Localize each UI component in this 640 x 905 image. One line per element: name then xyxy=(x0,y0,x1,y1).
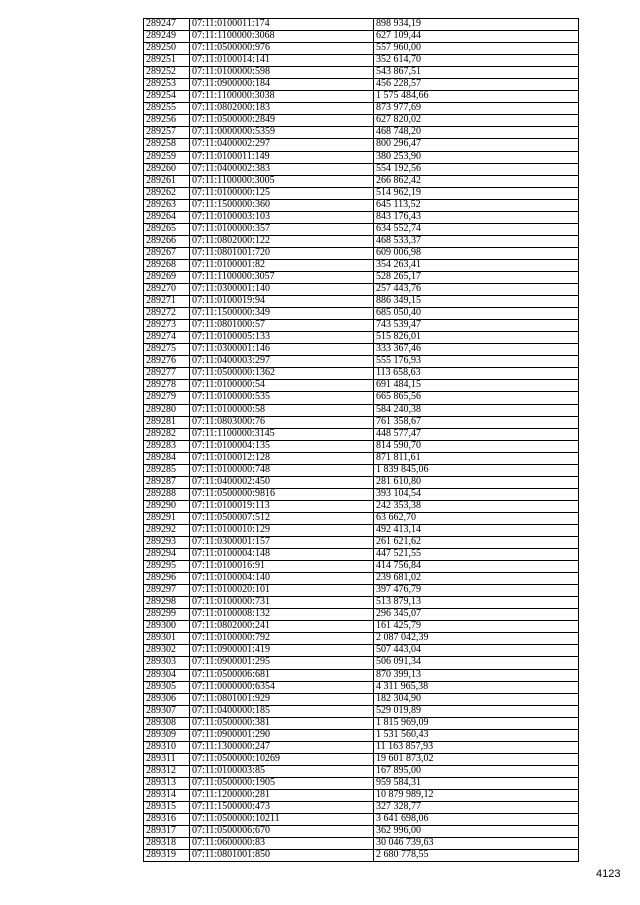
row-number-cell: 289283 xyxy=(144,440,190,452)
table-row xyxy=(144,175,579,187)
cadastral-value-cell: 743 539,47 xyxy=(374,320,579,332)
cadastral-number-cell: 07:11:0500006:670 xyxy=(190,826,374,838)
table-row xyxy=(144,488,579,500)
cadastral-number-cell: 07:11:0100008:132 xyxy=(190,609,374,621)
cadastral-number-cell: 07:11:0100000:54 xyxy=(190,380,374,392)
table-row xyxy=(144,524,579,536)
cadastral-value-cell: 529 019,89 xyxy=(374,705,579,717)
cadastral-number-cell: 07:11:0900001:295 xyxy=(190,657,374,669)
cadastral-number-cell: 07:11:0300001:157 xyxy=(190,537,374,549)
table-row xyxy=(144,681,579,693)
cadastral-number-cell: 07:11:0803000:76 xyxy=(190,416,374,428)
table-row xyxy=(144,633,579,645)
cadastral-value-cell: 554 192,56 xyxy=(374,163,579,175)
cadastral-value-cell: 380 253,90 xyxy=(374,151,579,163)
cadastral-number-cell: 07:11:0100000:357 xyxy=(190,223,374,235)
row-number-cell: 289250 xyxy=(144,43,190,55)
row-number-cell: 289261 xyxy=(144,175,190,187)
cadastral-number-cell: 07:11:1100000:3005 xyxy=(190,175,374,187)
row-number-cell: 289281 xyxy=(144,416,190,428)
cadastral-number-cell: 07:11:1100000:3068 xyxy=(190,31,374,43)
row-number-cell: 289295 xyxy=(144,561,190,573)
table-row xyxy=(144,464,579,476)
row-number-cell: 289299 xyxy=(144,609,190,621)
cadastral-value-cell: 468 748,20 xyxy=(374,127,579,139)
cadastral-value-cell: 261 621,62 xyxy=(374,537,579,549)
cadastral-number-cell: 07:11:0900001:290 xyxy=(190,729,374,741)
row-number-cell: 289313 xyxy=(144,777,190,789)
cadastral-value-cell: 492 413,14 xyxy=(374,524,579,536)
cadastral-number-cell: 07:11:0100000:792 xyxy=(190,633,374,645)
table-row xyxy=(144,777,579,789)
row-number-cell: 289267 xyxy=(144,247,190,259)
row-number-cell: 289264 xyxy=(144,211,190,223)
row-number-cell: 289306 xyxy=(144,693,190,705)
cadastral-number-cell: 07:11:1500000:349 xyxy=(190,308,374,320)
table-row xyxy=(144,356,579,368)
table-row xyxy=(144,416,579,428)
row-number-cell: 289285 xyxy=(144,464,190,476)
cadastral-value-cell: 514 962,19 xyxy=(374,187,579,199)
row-number-cell: 289255 xyxy=(144,103,190,115)
table-row xyxy=(144,440,579,452)
cadastral-value-cell: 584 240,38 xyxy=(374,404,579,416)
cadastral-number-cell: 07:11:0500000:9816 xyxy=(190,488,374,500)
cadastral-number-cell: 07:11:0802000:122 xyxy=(190,235,374,247)
row-number-cell: 289307 xyxy=(144,705,190,717)
cadastral-value-cell: 10 879 989,12 xyxy=(374,790,579,802)
table-row xyxy=(144,247,579,259)
table-row xyxy=(144,693,579,705)
table-row xyxy=(144,187,579,199)
table-row xyxy=(144,512,579,524)
table-row xyxy=(144,838,579,850)
cadastral-value-cell: 645 113,52 xyxy=(374,199,579,211)
row-number-cell: 289263 xyxy=(144,199,190,211)
row-number-cell: 289282 xyxy=(144,428,190,440)
cadastral-number-cell: 07:11:0500000:1905 xyxy=(190,777,374,789)
table-row xyxy=(144,802,579,814)
cadastral-number-cell: 07:11:0100000:58 xyxy=(190,404,374,416)
row-number-cell: 289279 xyxy=(144,392,190,404)
table-row xyxy=(144,790,579,802)
row-number-cell: 289277 xyxy=(144,368,190,380)
table-row xyxy=(144,115,579,127)
table-row xyxy=(144,211,579,223)
row-number-cell: 289290 xyxy=(144,500,190,512)
row-number-cell: 289309 xyxy=(144,729,190,741)
table-row xyxy=(144,67,579,79)
table-row xyxy=(144,151,579,163)
cadastral-number-cell: 07:11:0100000:535 xyxy=(190,392,374,404)
table-row xyxy=(144,344,579,356)
cadastral-number-cell: 07:11:1100000:3057 xyxy=(190,271,374,283)
cadastral-number-cell: 07:11:0500007:512 xyxy=(190,512,374,524)
cadastral-value-cell: 800 296,47 xyxy=(374,139,579,151)
row-number-cell: 289265 xyxy=(144,223,190,235)
row-number-cell: 289301 xyxy=(144,633,190,645)
row-number-cell: 289304 xyxy=(144,669,190,681)
cadastral-value-cell: 468 533,37 xyxy=(374,235,579,247)
cadastral-value-cell: 266 862,42 xyxy=(374,175,579,187)
table-row xyxy=(144,500,579,512)
row-number-cell: 289254 xyxy=(144,91,190,103)
table-row xyxy=(144,235,579,247)
table-row xyxy=(144,657,579,669)
cadastral-number-cell: 07:11:0000000:5359 xyxy=(190,127,374,139)
row-number-cell: 289260 xyxy=(144,163,190,175)
cadastral-value-cell: 30 046 739,63 xyxy=(374,838,579,850)
cadastral-value-cell: 296 345,07 xyxy=(374,609,579,621)
row-number-cell: 289278 xyxy=(144,380,190,392)
cadastral-number-cell: 07:11:1100000:3145 xyxy=(190,428,374,440)
cadastral-value-cell: 507 443,04 xyxy=(374,645,579,657)
table-row xyxy=(144,320,579,332)
cadastral-number-cell: 07:11:0400002:450 xyxy=(190,476,374,488)
cadastral-number-cell: 07:11:0802000:183 xyxy=(190,103,374,115)
cadastral-value-cell: 19 601 873,02 xyxy=(374,753,579,765)
table-row xyxy=(144,199,579,211)
table-row xyxy=(144,741,579,753)
row-number-cell: 289315 xyxy=(144,802,190,814)
cadastral-value-cell: 281 610,80 xyxy=(374,476,579,488)
cadastral-value-cell: 557 960,00 xyxy=(374,43,579,55)
row-number-cell: 289251 xyxy=(144,55,190,67)
table-row xyxy=(144,729,579,741)
cadastral-value-cell: 11 163 857,93 xyxy=(374,741,579,753)
table-row xyxy=(144,296,579,308)
row-number-cell: 289303 xyxy=(144,657,190,669)
cadastral-value-cell: 456 228,57 xyxy=(374,79,579,91)
table-row xyxy=(144,31,579,43)
cadastral-value-cell: 161 425,79 xyxy=(374,621,579,633)
cadastral-number-cell: 07:11:0400002:297 xyxy=(190,139,374,151)
cadastral-number-cell: 07:11:0100000:748 xyxy=(190,464,374,476)
cadastral-value-cell: 528 265,17 xyxy=(374,271,579,283)
cadastral-value-cell: 1 839 845,06 xyxy=(374,464,579,476)
cadastral-number-cell: 07:11:0100019:94 xyxy=(190,296,374,308)
row-number-cell: 289258 xyxy=(144,139,190,151)
cadastral-number-cell: 07:11:0500000:10211 xyxy=(190,814,374,826)
cadastral-value-cell: 362 996,00 xyxy=(374,826,579,838)
cadastral-value-cell: 167 895,00 xyxy=(374,765,579,777)
cadastral-value-cell: 4 311 965,38 xyxy=(374,681,579,693)
cadastral-value-cell: 397 476,79 xyxy=(374,585,579,597)
cadastral-number-cell: 07:11:0100011:174 xyxy=(190,19,374,31)
cadastral-value-cell: 1 575 484,66 xyxy=(374,91,579,103)
page-number: 4123 xyxy=(596,868,621,880)
row-number-cell: 289272 xyxy=(144,308,190,320)
table-row xyxy=(144,91,579,103)
cadastral-value-cell: 182 304,90 xyxy=(374,693,579,705)
table-row xyxy=(144,308,579,320)
row-number-cell: 289317 xyxy=(144,826,190,838)
cadastral-value-cell: 761 358,67 xyxy=(374,416,579,428)
row-number-cell: 289268 xyxy=(144,259,190,271)
table-row xyxy=(144,669,579,681)
row-number-cell: 289302 xyxy=(144,645,190,657)
row-number-cell: 289259 xyxy=(144,151,190,163)
cadastral-number-cell: 07:11:0600000:83 xyxy=(190,838,374,850)
cadastral-number-cell: 07:11:0500006:681 xyxy=(190,669,374,681)
table-row xyxy=(144,585,579,597)
cadastral-value-cell: 843 176,43 xyxy=(374,211,579,223)
row-number-cell: 289262 xyxy=(144,187,190,199)
row-number-cell: 289287 xyxy=(144,476,190,488)
row-number-cell: 289308 xyxy=(144,717,190,729)
cadastral-value-cell: 513 879,13 xyxy=(374,597,579,609)
row-number-cell: 289284 xyxy=(144,452,190,464)
cadastral-value-cell: 543 867,51 xyxy=(374,67,579,79)
table-row xyxy=(144,428,579,440)
cadastral-number-cell: 07:11:0900000:184 xyxy=(190,79,374,91)
table-row xyxy=(144,573,579,585)
cadastral-number-cell: 07:11:0400003:297 xyxy=(190,356,374,368)
row-number-cell: 289269 xyxy=(144,271,190,283)
row-number-cell: 289266 xyxy=(144,235,190,247)
cadastral-number-cell: 07:11:0300001:146 xyxy=(190,344,374,356)
cadastral-number-cell: 07:11:1500000:360 xyxy=(190,199,374,211)
cadastral-number-cell: 07:11:0500000:1362 xyxy=(190,368,374,380)
row-number-cell: 289292 xyxy=(144,524,190,536)
cadastral-value-cell: 506 091,34 xyxy=(374,657,579,669)
table-row xyxy=(144,476,579,488)
cadastral-number-cell: 07:11:0100000:598 xyxy=(190,67,374,79)
table-row xyxy=(144,717,579,729)
table-row xyxy=(144,597,579,609)
cadastral-value-cell: 691 484,15 xyxy=(374,380,579,392)
cadastral-value-cell: 515 826,01 xyxy=(374,332,579,344)
row-number-cell: 289280 xyxy=(144,404,190,416)
row-number-cell: 289311 xyxy=(144,753,190,765)
table-row xyxy=(144,259,579,271)
cadastral-number-cell: 07:11:0100005:133 xyxy=(190,332,374,344)
cadastral-value-cell: 2 087 042,39 xyxy=(374,633,579,645)
row-number-cell: 289247 xyxy=(144,19,190,31)
cadastral-number-cell: 07:11:0100004:140 xyxy=(190,573,374,585)
row-number-cell: 289275 xyxy=(144,344,190,356)
row-number-cell: 289293 xyxy=(144,537,190,549)
cadastral-value-cell: 685 050,40 xyxy=(374,308,579,320)
cadastral-number-cell: 07:11:0500000:10269 xyxy=(190,753,374,765)
row-number-cell: 289300 xyxy=(144,621,190,633)
table-row xyxy=(144,621,579,633)
cadastral-value-cell: 63 662,70 xyxy=(374,512,579,524)
row-number-cell: 289298 xyxy=(144,597,190,609)
table-row xyxy=(144,705,579,717)
table-row xyxy=(144,850,579,862)
table-row xyxy=(144,537,579,549)
row-number-cell: 289291 xyxy=(144,512,190,524)
cadastral-value-cell: 239 681,02 xyxy=(374,573,579,585)
cadastral-number-cell: 07:11:0500000:2849 xyxy=(190,115,374,127)
table-row xyxy=(144,609,579,621)
row-number-cell: 289257 xyxy=(144,127,190,139)
cadastral-number-cell: 07:11:0802000:241 xyxy=(190,621,374,633)
cadastral-number-cell: 07:11:0300001:140 xyxy=(190,284,374,296)
cadastral-number-cell: 07:11:0100000:125 xyxy=(190,187,374,199)
cadastral-value-cell: 333 367,46 xyxy=(374,344,579,356)
table-row xyxy=(144,223,579,235)
cadastral-value-cell: 327 328,77 xyxy=(374,802,579,814)
table-row xyxy=(144,765,579,777)
cadastral-number-cell: 07:11:0100012:128 xyxy=(190,452,374,464)
table-row xyxy=(144,19,579,31)
cadastral-value-cell: 257 443,76 xyxy=(374,284,579,296)
cadastral-value-cell: 448 577,47 xyxy=(374,428,579,440)
table-row xyxy=(144,452,579,464)
cadastral-value-cell: 393 104,54 xyxy=(374,488,579,500)
cadastral-value-cell: 814 590,70 xyxy=(374,440,579,452)
cadastral-value-cell: 242 353,38 xyxy=(374,500,579,512)
row-number-cell: 289319 xyxy=(144,850,190,862)
table-body xyxy=(144,19,579,862)
table-row xyxy=(144,826,579,838)
cadastral-number-cell: 07:11:0500000:976 xyxy=(190,43,374,55)
row-number-cell: 289312 xyxy=(144,765,190,777)
table-row xyxy=(144,368,579,380)
row-number-cell: 289316 xyxy=(144,814,190,826)
cadastral-number-cell: 07:11:0400002:383 xyxy=(190,163,374,175)
cadastral-number-cell: 07:11:1200000:281 xyxy=(190,790,374,802)
cadastral-number-cell: 07:11:0100014:141 xyxy=(190,55,374,67)
table-row xyxy=(144,163,579,175)
row-number-cell: 289274 xyxy=(144,332,190,344)
cadastral-value-cell: 665 865,56 xyxy=(374,392,579,404)
cadastral-value-cell: 555 176,93 xyxy=(374,356,579,368)
cadastral-value-cell: 447 521,55 xyxy=(374,549,579,561)
row-number-cell: 289296 xyxy=(144,573,190,585)
cadastral-number-cell: 07:11:0100000:731 xyxy=(190,597,374,609)
cadastral-number-cell: 07:11:0500000:381 xyxy=(190,717,374,729)
cadastral-value-cell: 354 263,41 xyxy=(374,259,579,271)
table-row xyxy=(144,645,579,657)
table-row xyxy=(144,404,579,416)
cadastral-value-cell: 609 006,98 xyxy=(374,247,579,259)
table-row xyxy=(144,103,579,115)
table-row xyxy=(144,139,579,151)
row-number-cell: 289310 xyxy=(144,741,190,753)
table-row xyxy=(144,380,579,392)
cadastral-number-cell: 07:11:0801001:720 xyxy=(190,247,374,259)
row-number-cell: 289252 xyxy=(144,67,190,79)
cadastral-value-cell: 898 934,19 xyxy=(374,19,579,31)
cadastral-number-cell: 07:11:0100003:103 xyxy=(190,211,374,223)
cadastral-number-cell: 07:11:1300000:247 xyxy=(190,741,374,753)
table-row xyxy=(144,549,579,561)
row-number-cell: 289256 xyxy=(144,115,190,127)
table-row xyxy=(144,392,579,404)
cadastral-value-cell: 414 756,84 xyxy=(374,561,579,573)
cadastral-number-cell: 07:11:0900001:419 xyxy=(190,645,374,657)
cadastral-value-cell: 634 552,74 xyxy=(374,223,579,235)
table-row xyxy=(144,332,579,344)
cadastral-number-cell: 07:11:0801001:929 xyxy=(190,693,374,705)
cadastral-number-cell: 07:11:0801000:57 xyxy=(190,320,374,332)
cadastral-value-cell: 1 531 560,43 xyxy=(374,729,579,741)
cadastral-number-cell: 07:11:0100004:148 xyxy=(190,549,374,561)
cadastral-value-cell: 959 584,31 xyxy=(374,777,579,789)
cadastral-value-cell: 627 820,02 xyxy=(374,115,579,127)
cadastral-value-cell: 873 977,69 xyxy=(374,103,579,115)
table-row xyxy=(144,753,579,765)
table-row xyxy=(144,271,579,283)
row-number-cell: 289297 xyxy=(144,585,190,597)
row-number-cell: 289288 xyxy=(144,488,190,500)
cadastral-value-cell: 870 399,13 xyxy=(374,669,579,681)
row-number-cell: 289318 xyxy=(144,838,190,850)
row-number-cell: 289273 xyxy=(144,320,190,332)
cadastral-value-cell: 352 614,70 xyxy=(374,55,579,67)
cadastral-number-cell: 07:11:0100019:113 xyxy=(190,500,374,512)
table-row xyxy=(144,43,579,55)
cadastral-number-cell: 07:11:0100020:101 xyxy=(190,585,374,597)
cadastral-number-cell: 07:11:0100003:85 xyxy=(190,765,374,777)
cadastral-value-cell: 627 109,44 xyxy=(374,31,579,43)
cadastral-value-cell: 3 641 698,06 xyxy=(374,814,579,826)
row-number-cell: 289276 xyxy=(144,356,190,368)
table-row xyxy=(144,79,579,91)
table-row xyxy=(144,284,579,296)
cadastral-value-cell: 113 658,63 xyxy=(374,368,579,380)
cadastral-number-cell: 07:11:0100001:82 xyxy=(190,259,374,271)
row-number-cell: 289305 xyxy=(144,681,190,693)
cadastral-number-cell: 07:11:0100004:135 xyxy=(190,440,374,452)
cadastral-number-cell: 07:11:0801001:850 xyxy=(190,850,374,862)
cadastral-value-cell: 886 349,15 xyxy=(374,296,579,308)
cadastral-number-cell: 07:11:1100000:3038 xyxy=(190,91,374,103)
table-row xyxy=(144,561,579,573)
row-number-cell: 289314 xyxy=(144,790,190,802)
table-row xyxy=(144,127,579,139)
table-row xyxy=(144,55,579,67)
cadastral-number-cell: 07:11:0100011:149 xyxy=(190,151,374,163)
cadastral-value-cell: 1 815 969,09 xyxy=(374,717,579,729)
cadastral-number-cell: 07:11:0100016:91 xyxy=(190,561,374,573)
row-number-cell: 289253 xyxy=(144,79,190,91)
cadastral-number-cell: 07:11:0400000:185 xyxy=(190,705,374,717)
table-row xyxy=(144,814,579,826)
row-number-cell: 289294 xyxy=(144,549,190,561)
cadastral-number-cell: 07:11:0100010:129 xyxy=(190,524,374,536)
row-number-cell: 289270 xyxy=(144,284,190,296)
cadastral-number-cell: 07:11:1500000:473 xyxy=(190,802,374,814)
cadastral-value-cell: 2 680 778,55 xyxy=(374,850,579,862)
cadastral-value-table xyxy=(143,18,579,862)
row-number-cell: 289249 xyxy=(144,31,190,43)
row-number-cell: 289271 xyxy=(144,296,190,308)
cadastral-value-cell: 871 811,61 xyxy=(374,452,579,464)
cadastral-number-cell: 07:11:0000000:6354 xyxy=(190,681,374,693)
